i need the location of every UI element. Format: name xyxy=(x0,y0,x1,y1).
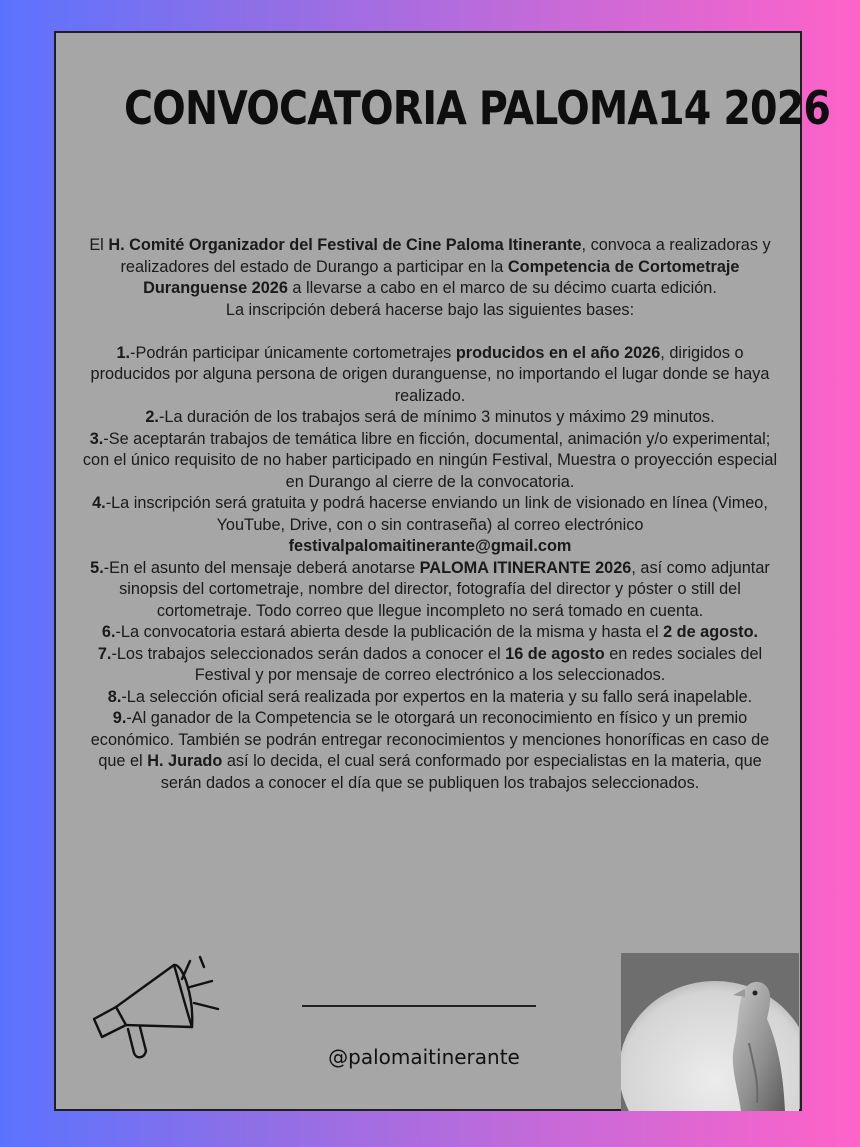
base-item-2 xyxy=(78,407,782,429)
intro-paragraph xyxy=(78,235,782,300)
base-text: -Podrán participar únicamente cortometrajes xyxy=(130,343,456,362)
base-text: -Los trabajos seleccionados serán dados a conocer el xyxy=(111,644,506,663)
intro-text: El xyxy=(89,236,109,254)
social-handle[interactable]: @palomaitinerante xyxy=(328,1045,520,1069)
base-highlight: producidos en el año 2026 xyxy=(455,343,661,362)
base-number: 1. xyxy=(116,343,131,362)
base-text: , dirigidos o producidos por alguna persona de origen duranguense, no importando el lugar donde se haya realizado. xyxy=(90,343,770,405)
spacer xyxy=(78,321,782,343)
base-number: 9. xyxy=(112,709,127,727)
competition-name: Competencia de Cortometraje Duranguense 2026 xyxy=(143,257,740,297)
committee-name: H. Comité Organizador del Festival de Cine Paloma Itinerante xyxy=(108,236,582,254)
base-text: -La inscripción será gratuita y podrá hacerse enviando un link de visionado en línea (Vimeo, YouTube, Drive, con o sin contraseña) al correo electrónico xyxy=(105,494,768,534)
base-text: , así como adjuntar sinopsis del cortometraje, nombre del director, fotografía del director y póster o still del cortometraje. Todo correo que llegue incompleto no será tomado en cuenta. xyxy=(119,558,770,620)
base-number: 4. xyxy=(92,494,106,512)
base-highlight: 2 de agosto. xyxy=(663,623,759,641)
poster-card xyxy=(54,31,831,1111)
megaphone-icon xyxy=(82,951,232,1071)
base-number: 6. xyxy=(101,623,116,641)
base-item-1 xyxy=(78,343,782,408)
base-highlight: 16 de agosto xyxy=(505,644,605,663)
base-item-7 xyxy=(78,644,782,687)
base-item-4 xyxy=(78,493,782,558)
intro-text: , convoca a realizadoras y realizadores del estado de Durango a participar en la xyxy=(120,236,771,276)
base-item-6 xyxy=(78,622,782,644)
base-text: en redes sociales del Festival y por mensaje de correo electrónico a los seleccionados. xyxy=(194,644,763,684)
base-text: -La duración de los trabajos será de mínimo 3 minutos y máximo 29 minutos. xyxy=(158,408,715,426)
base-highlight: H. Jurado xyxy=(147,752,223,770)
base-text: -Al ganador de la Competencia se le otorgará un reconocimiento en físico y un premio económico. También se podrán entregar reconocimientos y menciones honoríficas en caso de que el xyxy=(90,709,770,770)
base-item-5 xyxy=(78,558,782,623)
base-number: 2. xyxy=(145,408,159,426)
base-text: -La selección oficial será realizada por expertos en la materia y su fallo será inapelable. xyxy=(121,687,753,706)
base-item-3 xyxy=(78,429,782,494)
base-number: 5. xyxy=(90,558,104,577)
base-number: 7. xyxy=(97,644,112,663)
base-text: -Se aceptarán trabajos de temática libre en ficción, documental, animación y/o experimental; con el único requisito de no haber participado en ningún Festival, Muestra o proyección especial en Durango al cierre de la convocatoria. xyxy=(82,429,778,491)
base-number: 3. xyxy=(89,429,104,448)
intro-text: a llevarse a cabo en el marco de su décimo cuarta edición. xyxy=(287,279,717,297)
base-text: así lo decida, el cual será conformado por especialistas en la materia, que serán dados a conocer el día que se publiquen los trabajos seleccionados. xyxy=(160,752,762,792)
base-highlight: PALOMA ITINERANTE 2026 xyxy=(419,558,632,577)
call-text xyxy=(78,235,782,794)
signature-line xyxy=(302,1005,536,1007)
base-item-8 xyxy=(78,687,782,709)
base-number: 8. xyxy=(107,687,122,706)
base-text: -En el asunto del mensaje deberá anotarse xyxy=(103,558,420,577)
contact-email-link[interactable]: festivalpalomaitinerante@gmail.com xyxy=(288,537,572,555)
photo-drawing xyxy=(621,953,799,1111)
base-item-9 xyxy=(78,708,782,794)
intro-bases-line: La inscripción deberá hacerse bajo las siguientes bases: xyxy=(225,300,635,319)
page-title: CONVOCATORIA PALOMA14 2026 xyxy=(124,81,831,135)
paloma-sculpture-photo xyxy=(621,953,799,1111)
base-text: -La convocatoria estará abierta desde la publicación de la misma y hasta el xyxy=(115,623,664,641)
